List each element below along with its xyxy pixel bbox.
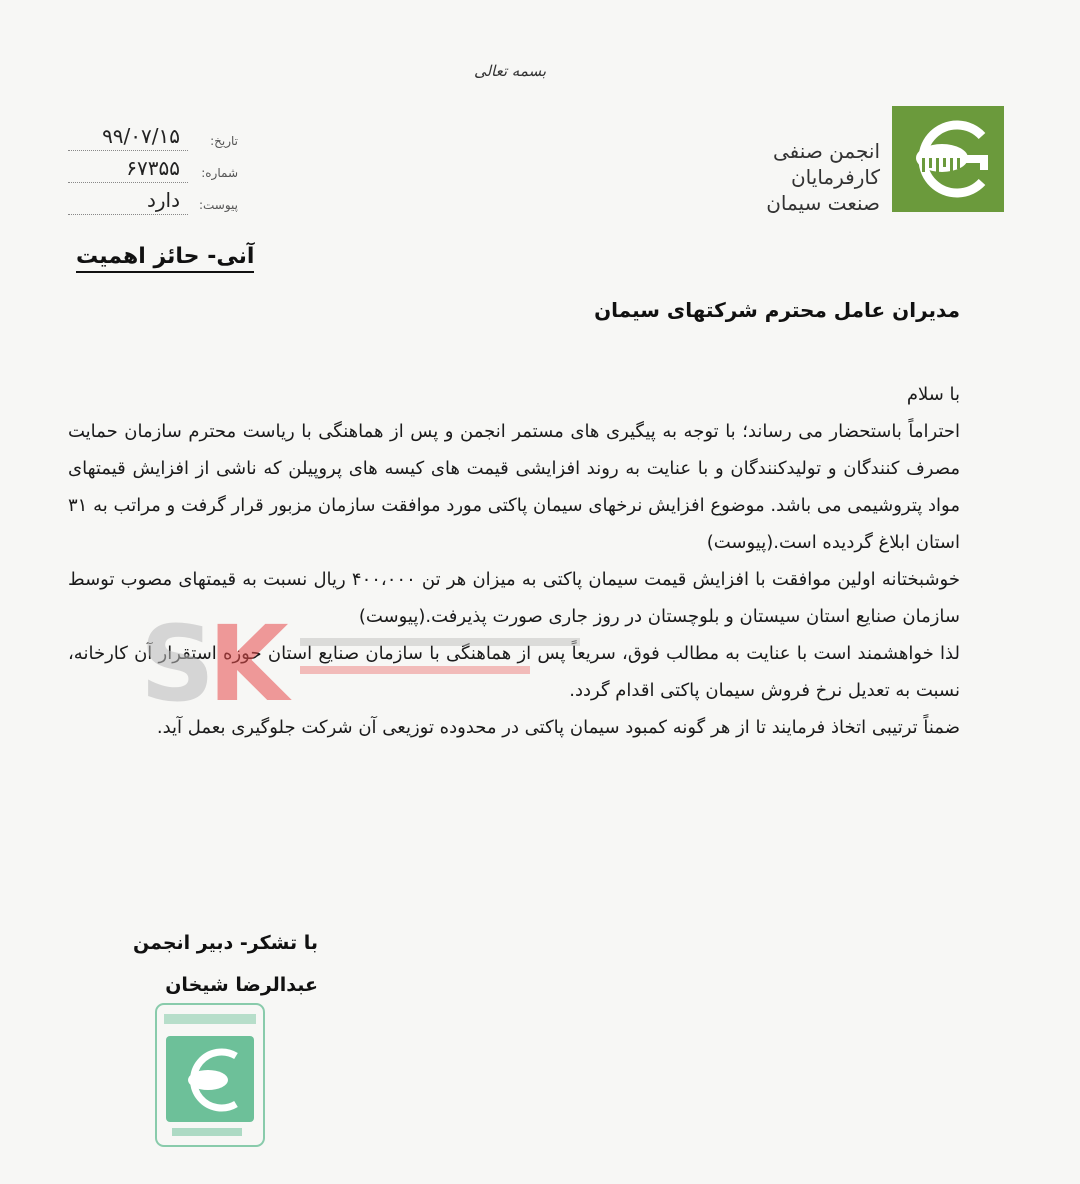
signature-block (128, 922, 318, 1006)
signature-title: با تشکر- دبیر انجمن (133, 932, 318, 954)
greeting: با سلام (906, 384, 960, 405)
basmala: بسمه تعالی (473, 62, 547, 80)
body-paragraph-4: ضمناً ترتیبی اتخاذ فرمایند تا از هر گونه کمبود سیمان پاکتی در محدوده توزیعی آن شرکت جلوگیری بعمل آید. (156, 717, 960, 738)
attachment-row (68, 188, 238, 220)
organization-logo (892, 106, 1004, 212)
body-paragraph-1: احتراماً باستحضار می رساند؛ با توجه به پیگیری های مستمر انجمن و پس از هماهنگی با ریاست محترم سازمان حمایت مصرف کنندگان و تولیدکنندگان و با عنایت به روند افزایشی قیمت های کیسه های پروپیلن که ناشی از افزایش قیمتهای مواد پتروشیمی می باشد. موضوع افزایش نرخهای سیمان پاکتی مورد موافقت سازمان مزبور قرار گرفت و مراتب به ۳۱ استان ابلاغ گردیده است.(پیوست) (68, 421, 960, 553)
body-paragraph-3: لذا خواهشمند است با عنایت به مطالب فوق، سریعاً پس از هماهنگی با سازمان صنایع استان حوزه استقرار آن کارخانه، نسبت به تعدیل نرخ فروش سیمان پاکتی اقدام گردد. (68, 643, 960, 701)
svg-text:S: S (140, 608, 215, 720)
number-label: شماره: (201, 166, 238, 180)
date-row (68, 124, 238, 156)
number-row (68, 156, 238, 188)
signature-name: عبدالرضا شیخان (165, 974, 318, 996)
date-underline (68, 150, 188, 151)
number-underline (68, 182, 188, 183)
org-line-1: انجمن صنفی (773, 139, 880, 163)
attachment-value: دارد (146, 188, 180, 212)
attachment-label: پیوست: (198, 198, 238, 212)
official-stamp (150, 1000, 270, 1150)
attachment-underline (68, 214, 188, 215)
stamp-icon (150, 1000, 270, 1150)
number-value: ۶۷۳۵۵ (126, 156, 180, 180)
svg-text:K: K (208, 608, 289, 720)
letter-body (68, 376, 960, 746)
urgency-note: آنی- حائز اهمیت (76, 244, 254, 273)
org-line-3: صنعت سیمان (766, 191, 880, 215)
cement-logo-icon (892, 106, 1004, 212)
org-line-2: کارفرمایان (790, 165, 880, 189)
organization-name (700, 138, 880, 216)
body-paragraph-2: خوشبختانه اولین موافقت با افزایش قیمت سیمان پاکتی به میزان هر تن ۴۰۰،۰۰۰ ریال نسبت به قیمتهای مصوب توسط سازمان صنایع استان سیستان و بلوچستان در روز جاری صورت پذیرفت.(پیوست) (68, 569, 960, 627)
letter-meta (68, 124, 238, 220)
date-label: تاریخ: (210, 134, 238, 148)
addressee: مدیران عامل محترم شرکتهای سیمان (594, 298, 960, 322)
date-value: ۹۹/۰۷/۱۵ (102, 124, 180, 148)
